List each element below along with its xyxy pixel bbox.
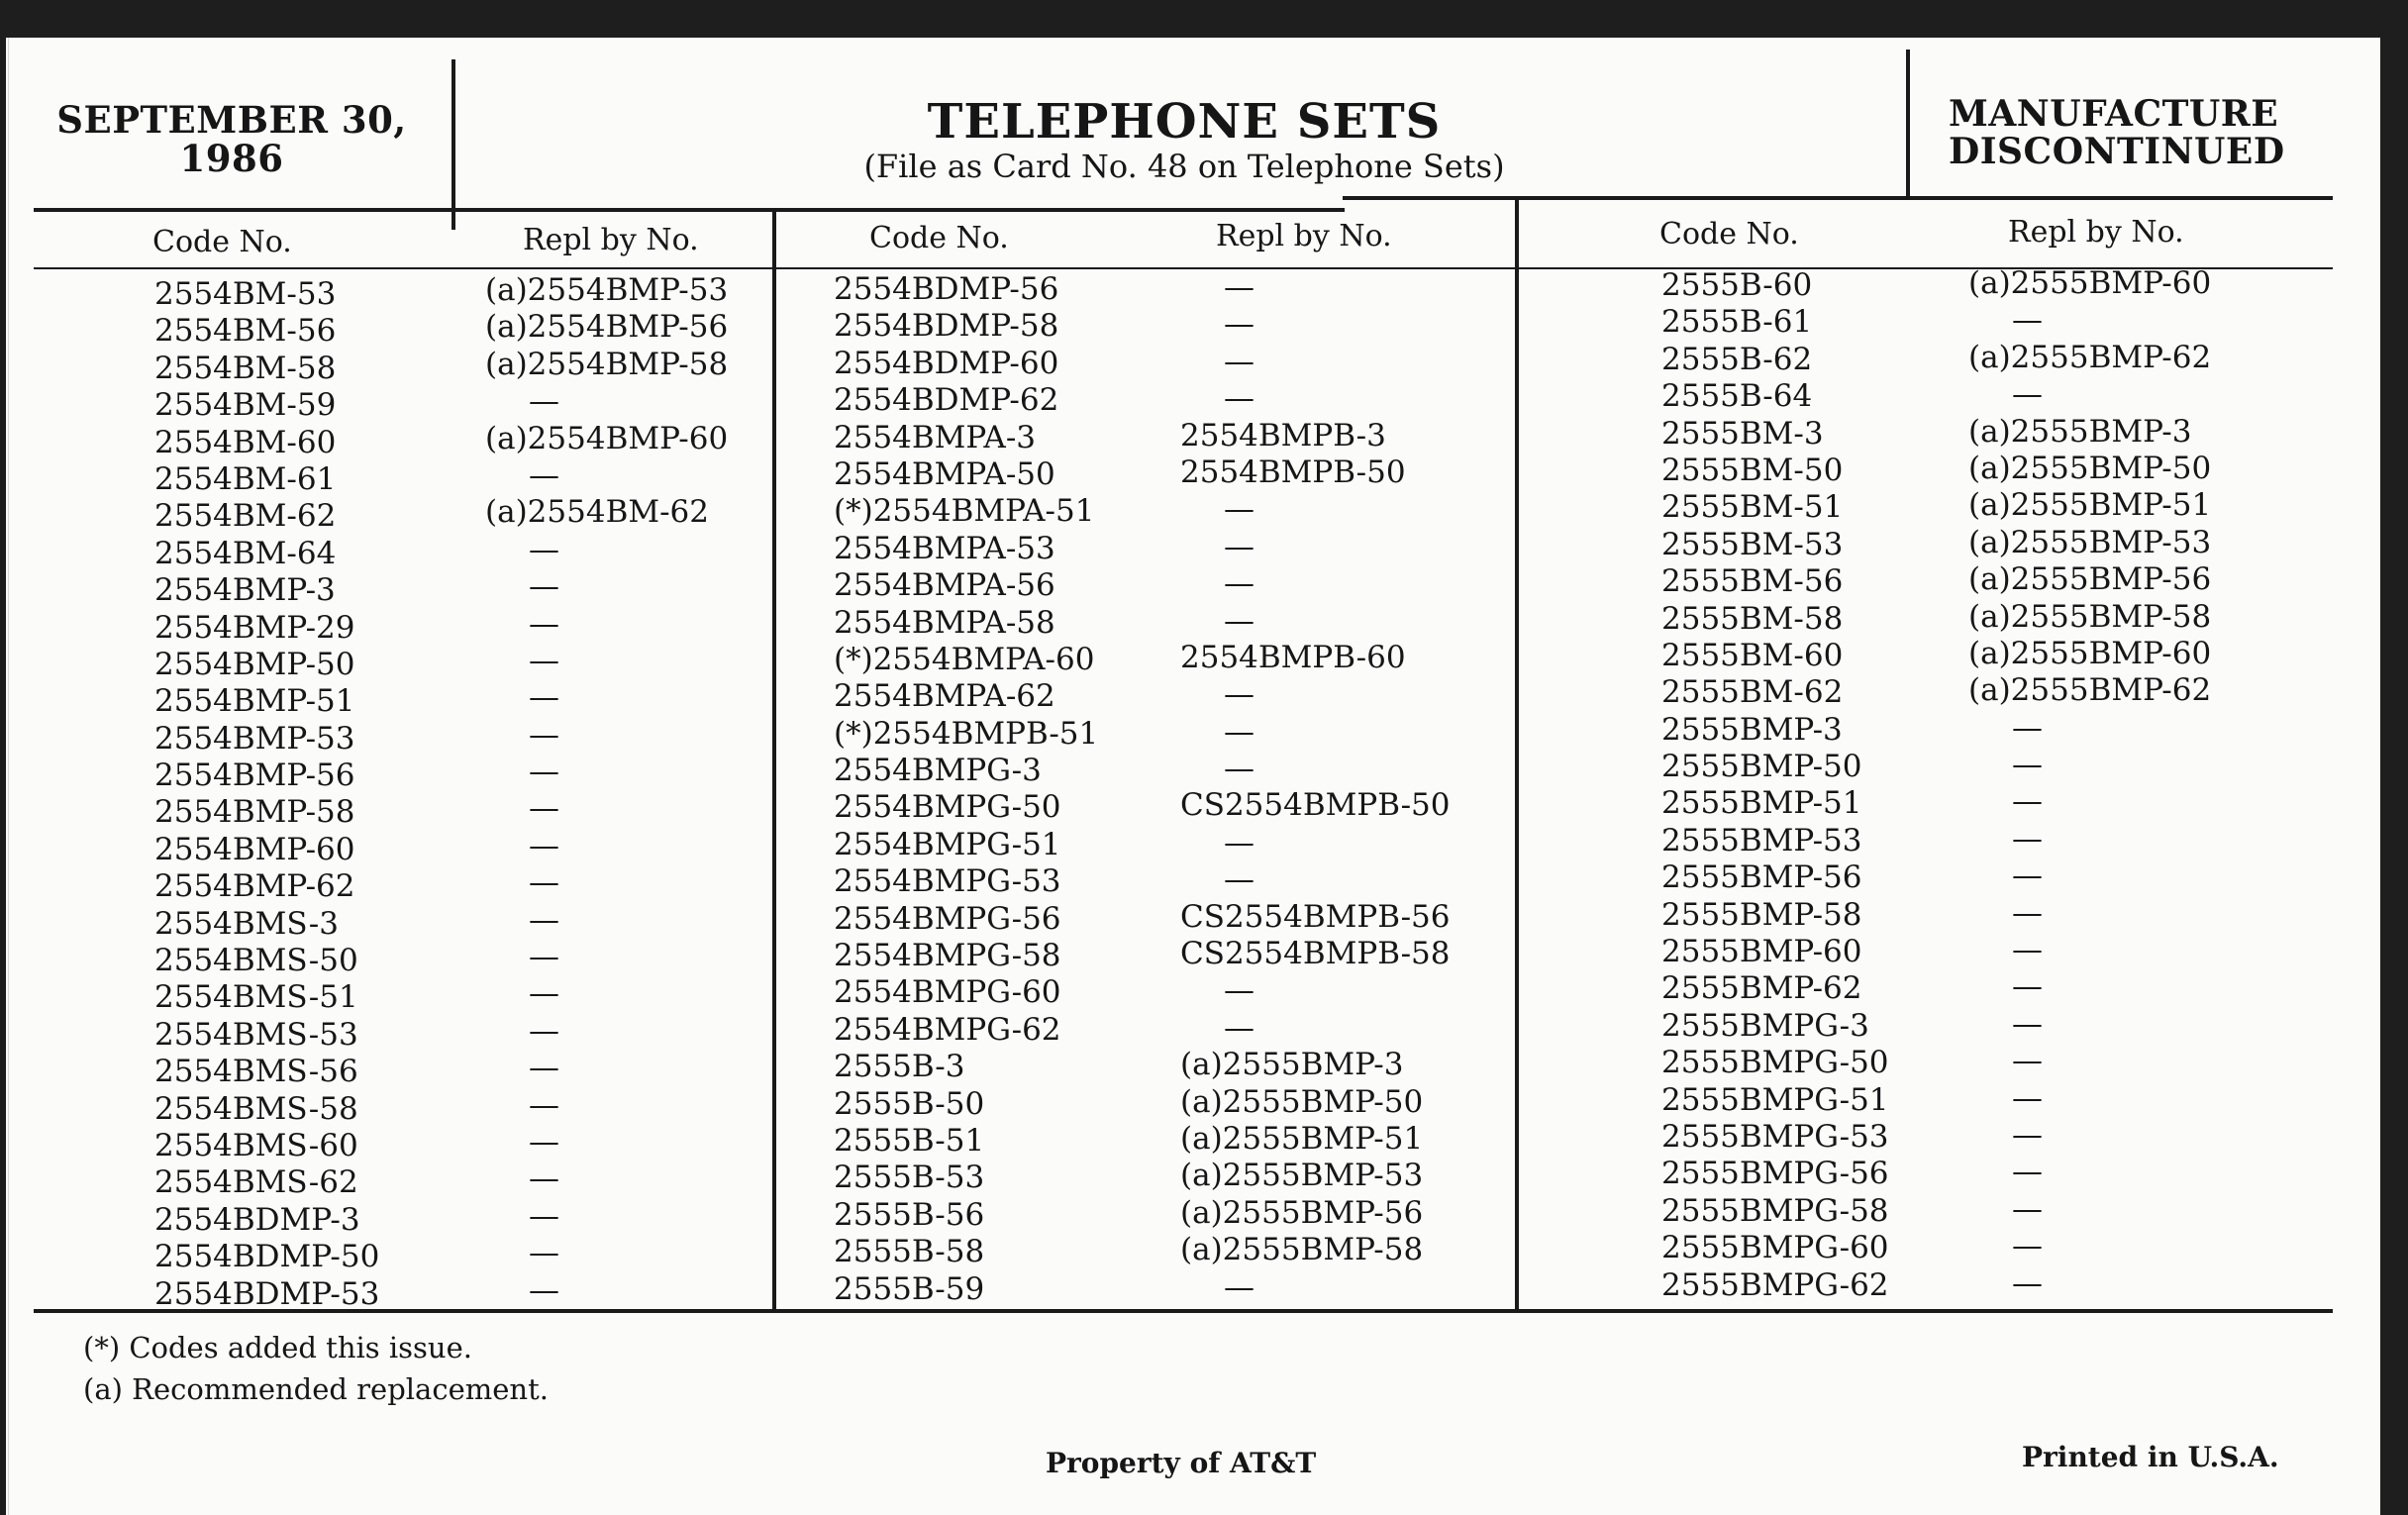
replacement-cell: — — [2012, 783, 2043, 820]
code-cell: 2555B-59 — [834, 1270, 985, 1307]
replacement-cell: (a)2554BMP-60 — [485, 420, 729, 456]
code-cell: 2555BMP-58 — [1661, 896, 1862, 933]
code-cell: 2554BMPG-56 — [834, 900, 1061, 937]
replacement-cell: — — [2012, 968, 2043, 1005]
code-cell: 2555BMPG-51 — [1661, 1081, 1889, 1118]
footer-printed: Printed in U.S.A. — [2022, 1441, 2279, 1473]
replacement-cell: (a)2555BMP-50 — [1180, 1083, 1424, 1120]
replacement-cell: (a)2555BMP-58 — [1968, 598, 2212, 635]
replacement-cell: (a)2555BMP-51 — [1968, 487, 2212, 524]
code-cell: 2554BMS-53 — [154, 1016, 358, 1053]
replacement-cell: — — [1224, 713, 1254, 750]
replacement-cell: — — [529, 1271, 559, 1308]
code-cell: 2555BMPG-62 — [1661, 1266, 1889, 1303]
code-cell: 2554BMP-53 — [154, 720, 355, 757]
code-cell: 2555B-3 — [834, 1049, 965, 1085]
replacement-cell: (a)2555BMP-3 — [1968, 413, 2192, 450]
code-cell: 2555B-56 — [834, 1196, 985, 1233]
code-cell: 2555BM-62 — [1661, 674, 1844, 711]
code-cell: 2555BMP-3 — [1661, 711, 1843, 748]
replacement-cell: — — [529, 1012, 559, 1049]
col2-repl-header: Repl by No. — [1216, 219, 1392, 253]
replacement-cell: (a)2555BMP-53 — [1968, 524, 2212, 560]
code-cell: 2555B-58 — [834, 1234, 985, 1270]
replacement-cell: — — [1224, 751, 1254, 787]
note-added-codes: (*) Codes added this issue. — [83, 1331, 472, 1364]
code-cell: 2554BM-56 — [154, 313, 337, 350]
code-cell: 2555BMPG-56 — [1661, 1156, 1889, 1192]
col3-replacements — [1968, 265, 2211, 1302]
col2-code-header: Code No. — [869, 221, 1009, 255]
header-rule-left — [34, 208, 1345, 212]
code-cell: 2554BMPA-56 — [834, 567, 1055, 604]
replacement-cell: — — [529, 1197, 559, 1234]
replacement-cell: 2554BMPB-50 — [1180, 454, 1406, 490]
code-cell: 2554BM-58 — [154, 350, 337, 386]
code-cell: 2554BDMP-50 — [154, 1239, 380, 1275]
issue-date-line1: SEPTEMBER 30, — [56, 98, 407, 142]
replacement-cell: — — [1224, 380, 1254, 417]
replacement-cell: — — [529, 531, 559, 567]
code-cell: 2555BM-51 — [1661, 489, 1844, 526]
code-cell: 2554BM-61 — [154, 460, 337, 497]
code-cell: 2555BMP-56 — [1661, 859, 1862, 896]
replacement-cell: — — [2012, 1190, 2043, 1227]
code-cell: 2554BMP-50 — [154, 646, 355, 682]
status-block — [1949, 93, 2285, 172]
replacement-cell: (a)2554BMP-56 — [485, 309, 729, 346]
replacement-cell: — — [529, 754, 559, 790]
code-cell: 2554BMPG-60 — [834, 974, 1061, 1011]
status-line1: MANUFACTURE — [1949, 93, 2279, 135]
code-cell: 2555B-60 — [1661, 267, 1813, 303]
code-cell: 2554BDMP-62 — [834, 382, 1059, 419]
code-cell: 2554BMPG-51 — [834, 826, 1061, 862]
code-cell: 2555B-51 — [834, 1122, 985, 1159]
replacement-cell: — — [2012, 1264, 2043, 1301]
replacement-cell: — — [529, 1235, 559, 1271]
col3-code-header: Code No. — [1659, 217, 1799, 252]
replacement-cell: — — [529, 1123, 559, 1160]
code-cell: 2554BMP-60 — [154, 831, 355, 867]
replacement-cell: — — [2012, 858, 2043, 894]
replacement-cell: — — [529, 716, 559, 753]
column-divider-2 — [1515, 198, 1519, 1309]
code-cell: 2554BMPA-50 — [834, 455, 1055, 492]
code-cell: 2555BMPG-58 — [1661, 1192, 1889, 1229]
catalog-card — [6, 38, 2380, 1515]
issue-date — [34, 98, 430, 180]
replacement-cell: — — [2012, 1154, 2043, 1190]
replacement-cell: (a)2555BMP-56 — [1180, 1194, 1424, 1231]
replacement-cell: — — [1224, 972, 1254, 1009]
code-cell: 2554BMS-51 — [154, 979, 358, 1016]
code-cell: 2555BMP-53 — [1661, 822, 1862, 858]
replacement-cell: — — [1224, 491, 1254, 528]
code-cell: (*)2554BMPA-51 — [834, 493, 1095, 530]
replacement-cell: — — [2012, 1228, 2043, 1264]
replacement-cell: (a)2554BMP-58 — [485, 346, 729, 382]
replacement-cell: — — [2012, 820, 2043, 857]
replacement-cell: — — [1224, 861, 1254, 898]
replacement-cell: (a)2555BMP-3 — [1180, 1047, 1404, 1083]
replacement-cell: CS2554BMPB-56 — [1180, 898, 1451, 935]
replacement-cell: 2554BMPB-3 — [1180, 417, 1386, 454]
code-cell: 2554BMP-62 — [154, 868, 355, 905]
replacement-cell: — — [2012, 376, 2043, 413]
header-divider-left — [452, 59, 455, 230]
code-cell: 2555BMPG-50 — [1661, 1045, 1889, 1081]
code-cell: 2554BMP-29 — [154, 609, 355, 646]
replacement-cell: — — [2012, 1043, 2043, 1079]
code-cell: 2555BM-58 — [1661, 600, 1844, 637]
code-cell: 2555B-62 — [1661, 341, 1813, 377]
code-cell: 2554BDMP-56 — [834, 271, 1059, 307]
replacement-cell: — — [2012, 1005, 2043, 1042]
code-cell: 2554BM-53 — [154, 276, 337, 312]
code-cell: 2555BMP-51 — [1661, 785, 1862, 822]
replacement-cell: (a)2555BMP-58 — [1180, 1232, 1424, 1268]
code-cell: 2554BMPA-58 — [834, 604, 1055, 641]
replacement-cell: — — [529, 975, 559, 1012]
col3-codes — [1661, 267, 1889, 1304]
replacement-cell: — — [529, 1161, 559, 1197]
col2-replacements — [1180, 269, 1451, 1306]
code-cell: 2555B-61 — [1661, 304, 1813, 341]
replacement-cell: (a)2554BMP-53 — [485, 272, 729, 308]
replacement-cell: (a)2555BMP-62 — [1968, 672, 2212, 709]
replacement-cell: — — [529, 827, 559, 863]
code-cell: 2554BM-62 — [154, 498, 337, 535]
code-cell: 2554BMP-58 — [154, 794, 355, 831]
replacement-cell: — — [1224, 824, 1254, 860]
col2-codes — [834, 271, 1098, 1308]
code-cell: 2555BM-56 — [1661, 563, 1844, 600]
replacement-cell: — — [1224, 528, 1254, 564]
code-cell: 2554BMP-3 — [154, 572, 336, 609]
replacement-cell: — — [1224, 1268, 1254, 1305]
header-divider-right — [1906, 50, 1910, 200]
code-cell: 2555BMPG-60 — [1661, 1230, 1889, 1266]
code-cell: 2554BMS-58 — [154, 1090, 358, 1127]
code-cell: 2554BDMP-58 — [834, 308, 1059, 345]
issue-date-line2: 1986 — [179, 137, 284, 180]
replacement-cell: — — [1224, 565, 1254, 602]
replacement-cell: — — [2012, 709, 2043, 746]
replacement-cell: (a)2555BMP-60 — [1968, 265, 2212, 301]
code-cell: 2554BMS-60 — [154, 1127, 358, 1163]
code-cell: 2554BMS-56 — [154, 1054, 358, 1090]
page-title: TELEPHONE SETS — [927, 94, 1442, 150]
replacement-cell: — — [2012, 747, 2043, 783]
status-line2: DISCONTINUED — [1949, 131, 2285, 172]
code-cell: 2555BMPG-3 — [1661, 1007, 1869, 1044]
replacement-cell: 2554BMPB-60 — [1180, 639, 1406, 675]
replacement-cell: — — [1224, 306, 1254, 343]
code-cell: (*)2554BMPB-51 — [834, 715, 1099, 752]
replacement-cell: — — [1224, 602, 1254, 639]
code-cell: 2554BMPG-3 — [834, 753, 1042, 789]
code-cell: 2554BMP-56 — [154, 758, 355, 794]
footer-property: Property of AT&T — [1046, 1447, 1317, 1479]
code-cell: 2554BMPG-62 — [834, 1011, 1061, 1048]
code-cell: 2554BMPA-3 — [834, 419, 1037, 455]
col3-repl-header: Repl by No. — [2008, 215, 2184, 250]
code-cell: 2554BM-59 — [154, 387, 337, 424]
code-cell: 2555BM-50 — [1661, 452, 1844, 488]
replacement-cell: CS2554BMPB-58 — [1180, 936, 1451, 972]
replacement-cell: — — [1224, 269, 1254, 305]
code-cell: 2555B-50 — [834, 1085, 985, 1122]
col1-code-header: Code No. — [152, 225, 292, 259]
code-cell: 2554BMS-3 — [154, 905, 339, 942]
code-cell: 2555BMP-62 — [1661, 970, 1862, 1007]
col1-codes — [154, 276, 379, 1313]
replacement-cell: — — [529, 939, 559, 975]
code-cell: 2554BDMP-3 — [154, 1201, 360, 1238]
code-cell: 2555BMP-60 — [1661, 934, 1862, 970]
code-cell: 2555BM-3 — [1661, 415, 1824, 452]
code-cell: 2554BDMP-60 — [834, 345, 1059, 381]
replacement-cell: — — [2012, 302, 2043, 339]
code-cell: (*)2554BMPA-60 — [834, 641, 1095, 677]
replacement-cell: — — [529, 901, 559, 938]
code-cell: 2554BMPA-62 — [834, 678, 1055, 715]
replacement-cell: — — [529, 568, 559, 605]
col1-replacements — [485, 272, 728, 1309]
code-cell: 2555BMPG-53 — [1661, 1118, 1889, 1155]
replacement-cell: (a)2555BMP-56 — [1968, 561, 2212, 598]
page-title-block — [481, 95, 1887, 184]
replacement-cell: — — [529, 1086, 559, 1123]
replacement-cell: (a)2555BMP-50 — [1968, 450, 2212, 486]
code-cell: 2554BMP-51 — [154, 683, 355, 720]
replacement-cell: — — [529, 864, 559, 901]
code-cell: 2554BDMP-53 — [154, 1275, 380, 1312]
replacement-cell: — — [529, 642, 559, 678]
code-cell: 2554BMS-50 — [154, 943, 358, 979]
replacement-cell: CS2554BMPB-50 — [1180, 787, 1451, 824]
replacement-cell: (a)2555BMP-62 — [1968, 339, 2212, 375]
code-cell: 2554BMPG-53 — [834, 863, 1061, 900]
replacement-cell: (a)2554BM-62 — [485, 494, 710, 531]
note-recommended: (a) Recommended replacement. — [83, 1372, 549, 1406]
replacement-cell: — — [1224, 1009, 1254, 1046]
code-cell: 2555BM-60 — [1661, 637, 1844, 673]
replacement-cell: — — [529, 456, 559, 493]
code-cell: 2554BMPG-50 — [834, 789, 1061, 826]
replacement-cell: — — [529, 679, 559, 716]
replacement-cell: (a)2555BMP-51 — [1180, 1120, 1424, 1157]
code-cell: 2554BMPG-58 — [834, 938, 1061, 974]
header-rule-right — [1343, 196, 2333, 200]
replacement-cell: — — [2012, 932, 2043, 968]
code-cell: 2555B-53 — [834, 1160, 985, 1196]
replacement-cell: — — [1224, 343, 1254, 379]
replacement-cell: — — [529, 383, 559, 420]
page-subtitle: (File as Card No. 48 on Telephone Sets) — [863, 148, 1505, 185]
code-cell: 2554BMS-62 — [154, 1164, 358, 1201]
replacement-cell: — — [529, 605, 559, 642]
replacement-cell: (a)2555BMP-60 — [1968, 635, 2212, 671]
code-cell: 2555BM-53 — [1661, 526, 1844, 562]
code-cell: 2554BMPA-53 — [834, 530, 1055, 566]
replacement-cell: — — [2012, 1079, 2043, 1116]
replacement-cell: — — [2012, 894, 2043, 931]
replacement-cell: — — [2012, 1116, 2043, 1153]
code-cell: 2554BM-64 — [154, 535, 337, 571]
replacement-cell: (a)2555BMP-53 — [1180, 1158, 1424, 1194]
code-cell: 2555BMP-50 — [1661, 749, 1862, 785]
replacement-cell: — — [529, 1050, 559, 1086]
column-divider-1 — [772, 208, 776, 1309]
code-cell: 2555B-64 — [1661, 378, 1813, 415]
replacement-cell: — — [1224, 676, 1254, 713]
col1-repl-header: Repl by No. — [523, 223, 699, 257]
replacement-cell: — — [529, 790, 559, 827]
code-cell: 2554BM-60 — [154, 424, 337, 460]
